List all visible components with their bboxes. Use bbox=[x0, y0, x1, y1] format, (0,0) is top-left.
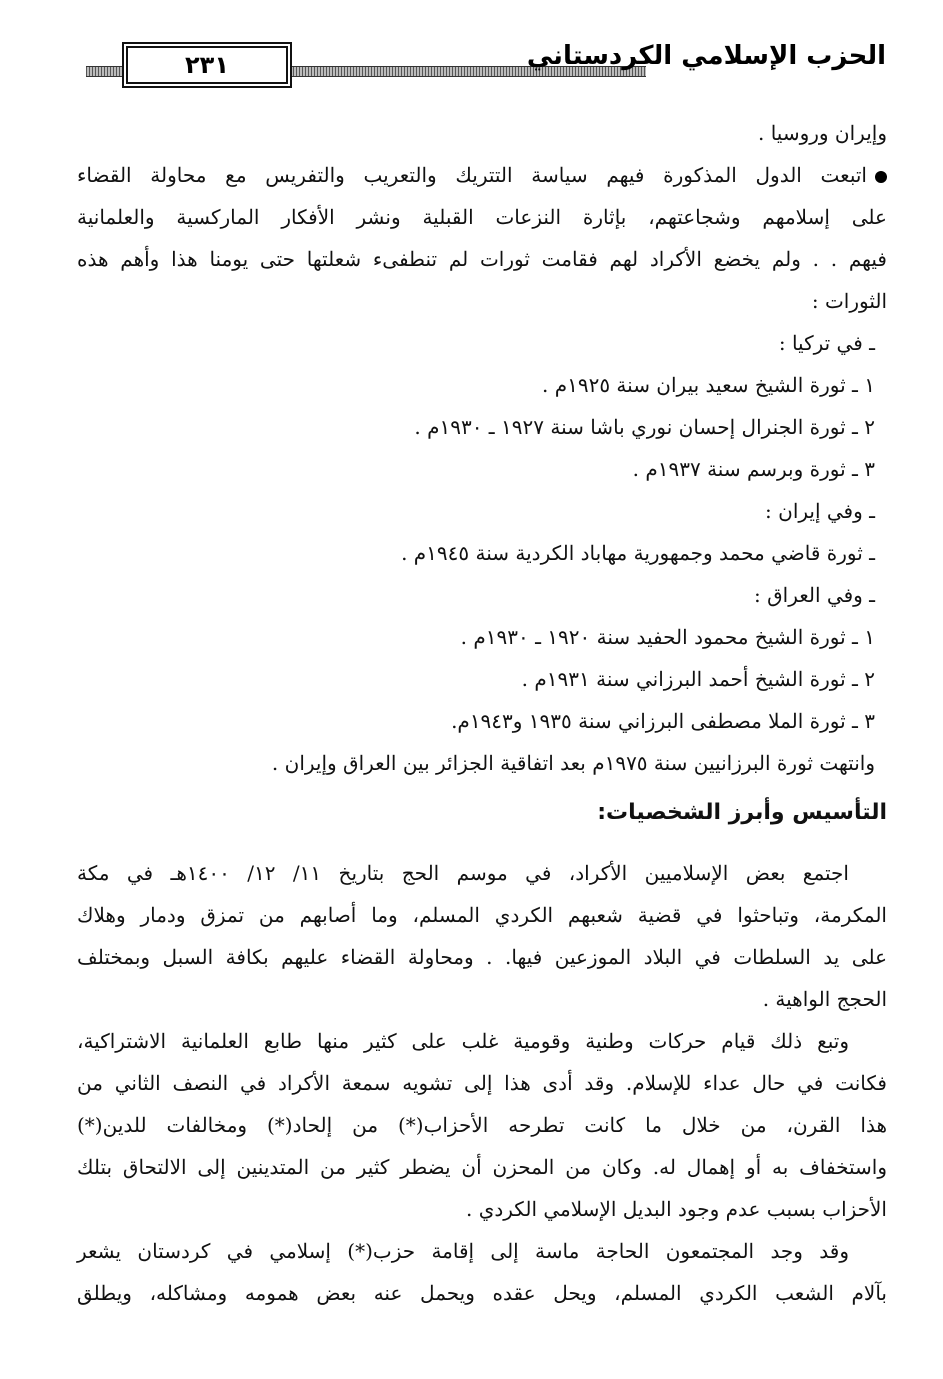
running-title: الحزب الإسلامي الكردستاني bbox=[526, 41, 886, 71]
text-line: فيهم . . ولم يخضع الأكراد لهم فقامت ثورات لم تنطفىء شعلتها حتى يومنا هذا وأهم هذه bbox=[77, 247, 887, 271]
bullet-icon bbox=[875, 171, 887, 183]
text-line: فكانت في حال عداء للإسلام. وقد أدى هذا إلى تشويه سمعة الأكراد في النصف الثاني من bbox=[77, 1071, 887, 1095]
text-line: وانتهت ثورة البرزانيين سنة ١٩٧٥م بعد اتفاقية الجزائر بين العراق وإيران . bbox=[271, 751, 875, 775]
text-line: الثورات : bbox=[811, 289, 887, 313]
bullet-paragraph-line bbox=[77, 154, 887, 196]
section-heading: التأسيس وأبرز الشخصيات: bbox=[597, 800, 887, 825]
text-line: وقد وجد المجتمعون الحاجة ماسة إلى إقامة حزب(*) إسلامي في كردستان يشعر bbox=[77, 1239, 849, 1263]
text-line: الحجج الواهية . bbox=[762, 987, 887, 1011]
list-item: ٢ ـ ثورة الجنرال إحسان نوري باشا سنة ١٩٢٧ ـ ١٩٣٠م . bbox=[414, 415, 875, 439]
list-subheading: ـ وفي العراق : bbox=[754, 583, 875, 607]
text-line: المكرمة، وتباحثوا في قضية شعبهم الكردي المسلم، وما أصابهم من تمزق ودمار وهلاك bbox=[77, 903, 887, 927]
list-item: ١ ـ ثورة الشيخ سعيد بيران سنة ١٩٢٥م . bbox=[542, 373, 875, 397]
list-item: ٢ ـ ثورة الشيخ أحمد البرزاني سنة ١٩٣١م . bbox=[521, 667, 875, 691]
list-item: ١ ـ ثورة الشيخ محمود الحفيد سنة ١٩٢٠ ـ ١٩٣٠م . bbox=[460, 625, 875, 649]
text-line: واستخفاف به أو إهمال له. وكان من المحزن أن يضطر كثير من المتدينين إلى الالتحاق بتلك bbox=[77, 1155, 887, 1179]
text-line: اجتمع بعض الإسلاميين الأكراد، في موسم الحج بتاريخ ١١/ ١٢/ ١٤٠٠هـ في مكة bbox=[77, 861, 849, 885]
text-line: الأحزاب بسبب عدم وجود البديل الإسلامي الكردي . bbox=[466, 1197, 887, 1221]
text-line: بآلام الشعب الكردي المسلم، ويحل عقده ويحمل عنه بعض همومه ومشاكله، ويطلق bbox=[77, 1281, 887, 1305]
text-line: هذا القرن، من خلال ما كانت تطرحه الأحزاب(*) من إلحاد(*) ومخالفات للدين(*) bbox=[77, 1113, 887, 1137]
text-line: على يد السلطات في البلاد الموزعين فيها. . ومحاولة القضاء عليهم بكافة السبل وبمختلف bbox=[77, 945, 887, 969]
page-header bbox=[86, 36, 886, 86]
list-item: ٣ ـ ثورة الملا مصطفى البرزاني سنة ١٩٣٥ و١٩٤٣م. bbox=[451, 709, 875, 733]
list-item: ـ ثورة قاضي محمد وجمهورية مهاباد الكردية سنة ١٩٤٥م . bbox=[401, 541, 875, 565]
text-line: على إسلامهم وشجاعتهم، بإثارة النزعات القبلية ونشر الأفكار الماركسية والعلمانية bbox=[77, 205, 887, 229]
list-item: ٣ ـ ثورة وبرسم سنة ١٩٣٧م . bbox=[632, 457, 875, 481]
text-line: وتبع ذلك قيام حركات وطنية وقومية غلب على كثير منها طابع العلمانية الاشتراكية، bbox=[77, 1029, 849, 1053]
text-line: اتبعت الدول المذكورة فيهم سياسة التتريك والتعريب والتفريس مع محاولة القضاء bbox=[77, 163, 867, 187]
list-subheading: ـ في تركيا : bbox=[778, 331, 875, 355]
page-number: ٢٣١ bbox=[126, 46, 288, 84]
text-line: وإيران وروسيا . bbox=[758, 121, 887, 145]
page-body bbox=[77, 112, 887, 1314]
list-subheading: ـ وفي إيران : bbox=[765, 499, 875, 523]
